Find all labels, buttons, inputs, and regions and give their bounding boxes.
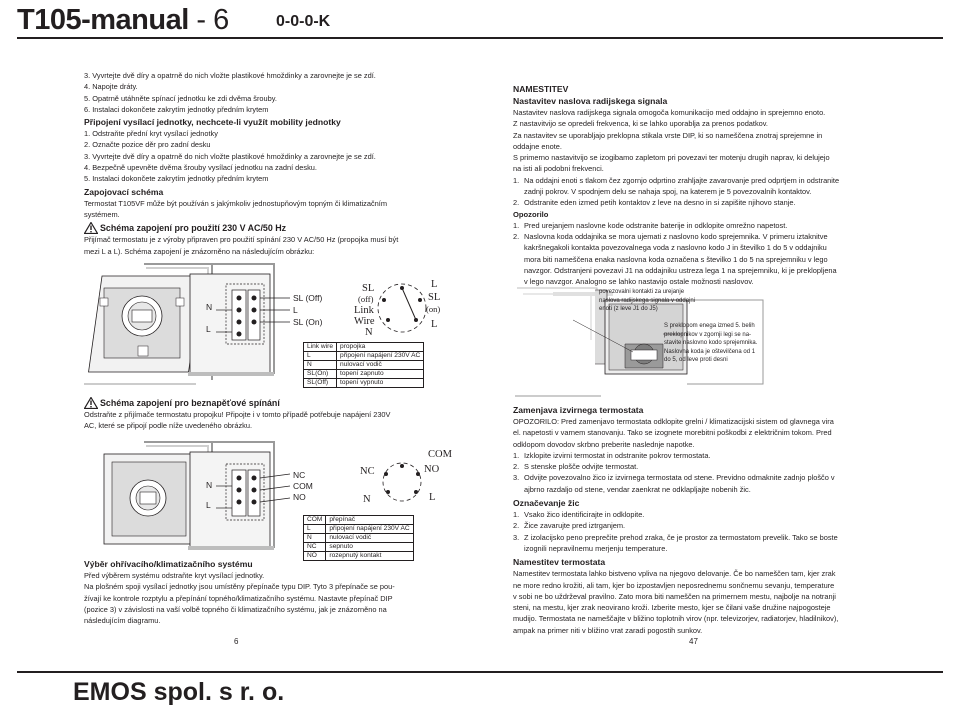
legend-code: L xyxy=(304,352,337,361)
warning-heading: Schéma zapojení pro beznapěťové spínání xyxy=(84,397,484,409)
wiring-sketch-1 xyxy=(376,278,430,338)
list-item: 4. Bezpečně upevněte dvěma šrouby vysílací jednotku na zadní desku. xyxy=(84,163,317,173)
paragraph-line: ampak na primer niti v bližino vrat zaradi pogostih sunkov. xyxy=(513,625,703,635)
terminal-label-l: L xyxy=(206,324,211,334)
legend-meaning: připojení napájení 230V AC xyxy=(326,525,413,534)
legend-row xyxy=(304,361,424,370)
label-com: COM xyxy=(293,481,313,491)
section-subheading: Nastavitev naslova radijskega signala xyxy=(513,96,668,106)
left-column-middle xyxy=(84,397,484,432)
legend-row xyxy=(304,370,424,379)
list-item: 3. Vyvrtejte dvě díry a opatrně do nich vložte plastikové hmoždinky a zarovnejte je se zdí. xyxy=(84,151,376,161)
paragraph-line: steni, na mestu, kjer zrak neovirano kroži. Izberite mesto, kjer se čilani vaše družine najpogosteje xyxy=(513,603,831,613)
paragraph-line: odklopom dovodov skrbno preberite naslednje napotke. xyxy=(513,439,695,449)
paragraph-line: Přijímač termostatu je z výroby připraven pro použití spínání 230 V AC/50 Hz (propojka musí být xyxy=(84,235,399,245)
legend-meaning: topení zapnuto xyxy=(337,370,424,379)
section-heading: Namestitev termostata xyxy=(513,557,606,568)
paragraph-line: následujícím diagramu. xyxy=(84,616,161,626)
callout-contacts: povezovalni kontakti za urejanje naslova radijskega signala v oddajni enoti (z leve J1 do J5) xyxy=(599,289,696,312)
warning-icon xyxy=(84,222,98,234)
list-item: 4. Napojte dráty. xyxy=(84,82,138,92)
section-heading: Zapojovací schéma xyxy=(84,186,164,197)
terminal-block-icon xyxy=(216,282,292,350)
warning-icon xyxy=(84,397,98,409)
legend-row xyxy=(304,343,424,352)
legend-table-1 xyxy=(303,342,424,388)
list-item: 2. Odstranite eden izmed petih kontaktov z leve na desno in si zapišite njihovo stanje. xyxy=(513,198,796,208)
list-item: 5. Instalaci dokončete zakrytím jednotky předním krytem xyxy=(84,174,269,184)
legend-row xyxy=(304,525,414,534)
legend-row xyxy=(304,543,414,552)
page-number-right: 47 xyxy=(689,637,698,646)
list-item: 3. Z izolacijsko peno preprečite prehod zraka, če je prostor za termostatom prevelik. Tako se boste izognili nepravilnemu merjenju temperature. xyxy=(513,532,838,553)
paragraph-line: žívají ke kontrole rozptylu a přepínání topného/klimatizačního systému. Nastavte přepínač DIP xyxy=(84,593,393,603)
paragraph-line: Termostat T105VF může být používán s jakýmkoliv jednostupňovým topným či klimatizačním xyxy=(84,198,387,208)
paragraph-line: S primerno nastavitvijo se izogibamo zapletom pri povezavi ter motenju drugih naprav, ki delujejo xyxy=(513,153,830,163)
terminal-label-l: L xyxy=(206,500,211,510)
left-column-bottom xyxy=(84,558,484,626)
list-item: 1. Odstraňte přední kryt vysílací jednotky xyxy=(84,129,218,139)
legend-row xyxy=(304,534,414,543)
list-item: 5. Opatrně utáhněte spínací jednotku ke zdi dvěma šrouby. xyxy=(84,93,277,103)
list-item: 6. Instalaci dokončete zakrytím jednotky předním krytem xyxy=(84,104,269,114)
legend-meaning: topení vypnuto xyxy=(337,379,424,388)
document-code: 0-0-0-K xyxy=(276,13,331,30)
paragraph-line: na isti ali podobni frekvenci. xyxy=(513,164,604,174)
section-heading: Zamenjava izvirnega termostata xyxy=(513,405,644,415)
list-item: 2. S stenske plošče odvijte termostat. xyxy=(513,462,639,472)
list-item: 3. Vyvrtejte dvě díry a opatrně do nich vložte plastikové hmoždinky a zarovnejte je se zdí. xyxy=(84,71,376,80)
list-item: 2. Žice zavarujte pred iztrganjem. xyxy=(513,521,626,531)
caution-heading: Opozorilo xyxy=(513,209,549,219)
legend-code: COM xyxy=(304,516,326,525)
wire-label-no: NO xyxy=(424,464,440,475)
paragraph-line: Před výběrem systému odstraňte kryt vysílací jednotky. xyxy=(84,571,265,580)
paragraph-line: mudijo. Termostata ne nameščajte v bližino toplotnih virov (npr. televizorjev, radiatorjev, hladilnikov), xyxy=(513,614,839,624)
list-item: 1. Vsako žico identificirajte in odklopite. xyxy=(513,510,645,520)
wire-label-nc: NC xyxy=(360,466,375,477)
section-heading: Připojení vysílací jednotky, nechcete-li využít mobility jednotky xyxy=(84,117,341,128)
paragraph-line: (pozice 3) v závislosti na vaší volbě topného či klimatizačního systému, jak je znázorněno na xyxy=(84,604,387,614)
legend-code: NO xyxy=(304,552,326,561)
paragraph-line: oddajne enote. xyxy=(513,141,562,151)
footer-company: EMOS spol. s r. o. xyxy=(73,678,285,706)
paragraph-line: OPOZORILO: Pred zamenjavo termostata odklopite grelni / klimatizacijski sistem od glavnega vira xyxy=(513,417,834,426)
legend-meaning: nulovací vodič xyxy=(337,361,424,370)
list-item: 3. Odvijte povezovalno žico iz izvirnega termostata od stene. Previdno odmaknite zadnjo ploščo v ajbrno razdaljo od stene, vendar zaenkrat ne odklapljajte nobenih žic. xyxy=(513,473,835,494)
paragraph-line: el. napetosti v varnem stanovanju. Tako se izognete morebitni poškodbi z električnim tokom. Pred xyxy=(513,428,832,438)
legend-meaning: přepínač xyxy=(326,516,413,525)
terminal-label-n: N xyxy=(206,480,213,490)
left-column-top xyxy=(84,70,484,257)
label-no: NO xyxy=(293,492,306,502)
document-title: T105-manual - 6 xyxy=(17,4,229,36)
header-rule xyxy=(17,37,943,39)
legend-meaning: propojka xyxy=(337,343,424,352)
label-sl-off: SL (Off) xyxy=(293,293,323,303)
label-sl-on: SL (On) xyxy=(293,317,323,327)
list-item: 1. Pred urejanjem naslovne kode odstranite baterije in odklopite omrežno napetost. xyxy=(513,220,788,230)
terminal-label-n: N xyxy=(206,302,213,312)
legend-code: Link wire xyxy=(304,343,337,352)
wire-label-sl: SL xyxy=(362,283,375,294)
wire-label-com: COM xyxy=(428,449,452,460)
legend-row xyxy=(304,352,424,361)
legend-row xyxy=(304,379,424,388)
legend-meaning: sepnuto xyxy=(326,543,413,552)
wire-label-sl2: SL xyxy=(428,292,441,303)
wire-label-l2: L xyxy=(431,319,438,330)
page-number-left: 6 xyxy=(234,637,239,646)
wire-label-l: L xyxy=(429,492,436,503)
list-item: 2. Naslovna koda oddajnika se mora ujemati z naslovno kodo sprejemnika. V primeru iztaknitve kakršnegakoli kontakta povezovalnega voda z naslovno kodo J in številko 1 do 5 v oddajniku mora biti nameščena enaka naslovna koda označena s številko 1 do 5 na sprejemniku v lego navzgor. Odstranjeni povezavi J1 na oddajniku ustreza lega 1 na sprejemniku, ki je preklopljena v lego navzgor. Analogno se lahko nastavijo ostale možnosti naslovov. xyxy=(513,231,837,287)
callout-switches: S preklopom enega izmed 5. belih preklopnikov v zgornji legi se na- stavite naslovno kodo sprejemnika. Naslovna koda je oštevilčena od 1 do 5, od leve proti desni xyxy=(664,323,758,363)
footer-rule xyxy=(17,671,943,673)
wire-label-on: (on) xyxy=(426,304,441,314)
legend-code: SL(Off) xyxy=(304,379,337,388)
legend-code: L xyxy=(304,525,326,534)
right-column-top xyxy=(513,83,933,287)
list-item: 1. Izklopite izvirni termostat in odstranite pokrov termostata. xyxy=(513,450,711,460)
paragraph-line: v sobi ne bo uždrževal pravilno. Zato mora biti nameščen na primernem mestu, najbolje na notranji xyxy=(513,591,836,601)
list-item: 1. Na oddajni enoti s tlakom čez zgornjo odprtino zrahljajte zavarovanje pred odprtjem in odstranite zadnji pokrov. V spodnjem delu se nahaja spoj, na katerem je 5 povezovalnih kontaktov. xyxy=(513,175,840,197)
legend-meaning: rozepnutý kontakt xyxy=(326,552,413,561)
legend-meaning: připojení napájení 230V AC xyxy=(337,352,424,361)
legend-table-2 xyxy=(303,515,414,561)
legend-code: SL(On) xyxy=(304,370,337,379)
wire-label-wire: Wire xyxy=(354,316,375,327)
paragraph-line: ne more redno krožiti, ali tam, kjer bo izpostavljen neposrednemu sončnemu sevanju, temperature xyxy=(513,580,835,590)
paragraph-line: Za nastavitev se uporabljajo preklopna stikala vrste DIP, ki so nameščena znotraj sprejemne in xyxy=(513,130,823,140)
legend-code: N xyxy=(304,534,326,543)
section-heading: Výběr ohřívacího/klimatizačního systému xyxy=(84,559,253,569)
paragraph-line: Namestitev termostata lahko bistveno vpliva na njegovo delovanje. Če bo nameščen tam, kjer zrak xyxy=(513,569,836,579)
wire-label-n: N xyxy=(365,327,373,338)
paragraph-line: Z nastavitvijo se opredeli frekvenca, ki se lahko uporablja za prenos podatkov. xyxy=(513,119,768,129)
right-column-bottom xyxy=(513,404,933,636)
section-heading: Označevanje žic xyxy=(513,498,580,509)
legend-row xyxy=(304,516,414,525)
wire-label-l: L xyxy=(431,279,438,290)
legend-code: NC xyxy=(304,543,326,552)
wiring-sketch-2 xyxy=(374,460,430,506)
paragraph-line: Na plošném spoji vysílací jednotky jsou umístěny přepínače typu DIP. Tyto 3 přepínače se pou- xyxy=(84,582,395,592)
legend-meaning: nulovací vodič xyxy=(326,534,413,543)
wire-label-n: N xyxy=(363,494,371,505)
terminal-block-icon xyxy=(216,462,292,524)
paragraph-line: mezi L a L). Schéma zapojení je znázorněno na následujícím obrázku: xyxy=(84,246,315,256)
legend-code: N xyxy=(304,361,337,370)
list-item: 2. Označte pozice děr pro zadní desku xyxy=(84,140,211,150)
label-nc: NC xyxy=(293,470,306,480)
paragraph-line: Odstraňte z přijímače termostatu propojku! Připojte i v tomto případě potřebuje napájení 230V xyxy=(84,410,391,419)
warning-heading: Schéma zapojení pro použití 230 V AC/50 Hz xyxy=(84,222,484,234)
paragraph-line: AC, které se připojí podle níže uvedeného obrázku. xyxy=(84,421,253,431)
label-l: L xyxy=(293,305,298,315)
section-heading: NAMESTITEV xyxy=(513,84,569,94)
wire-label-link: Link xyxy=(354,305,374,316)
wire-label-off: (off) xyxy=(358,294,374,304)
paragraph-line: Nastavitev naslova radijskega signala omogoča komunikacijo med oddajno in sprejemno enoto. xyxy=(513,108,826,117)
paragraph-line: systémem. xyxy=(84,209,120,219)
